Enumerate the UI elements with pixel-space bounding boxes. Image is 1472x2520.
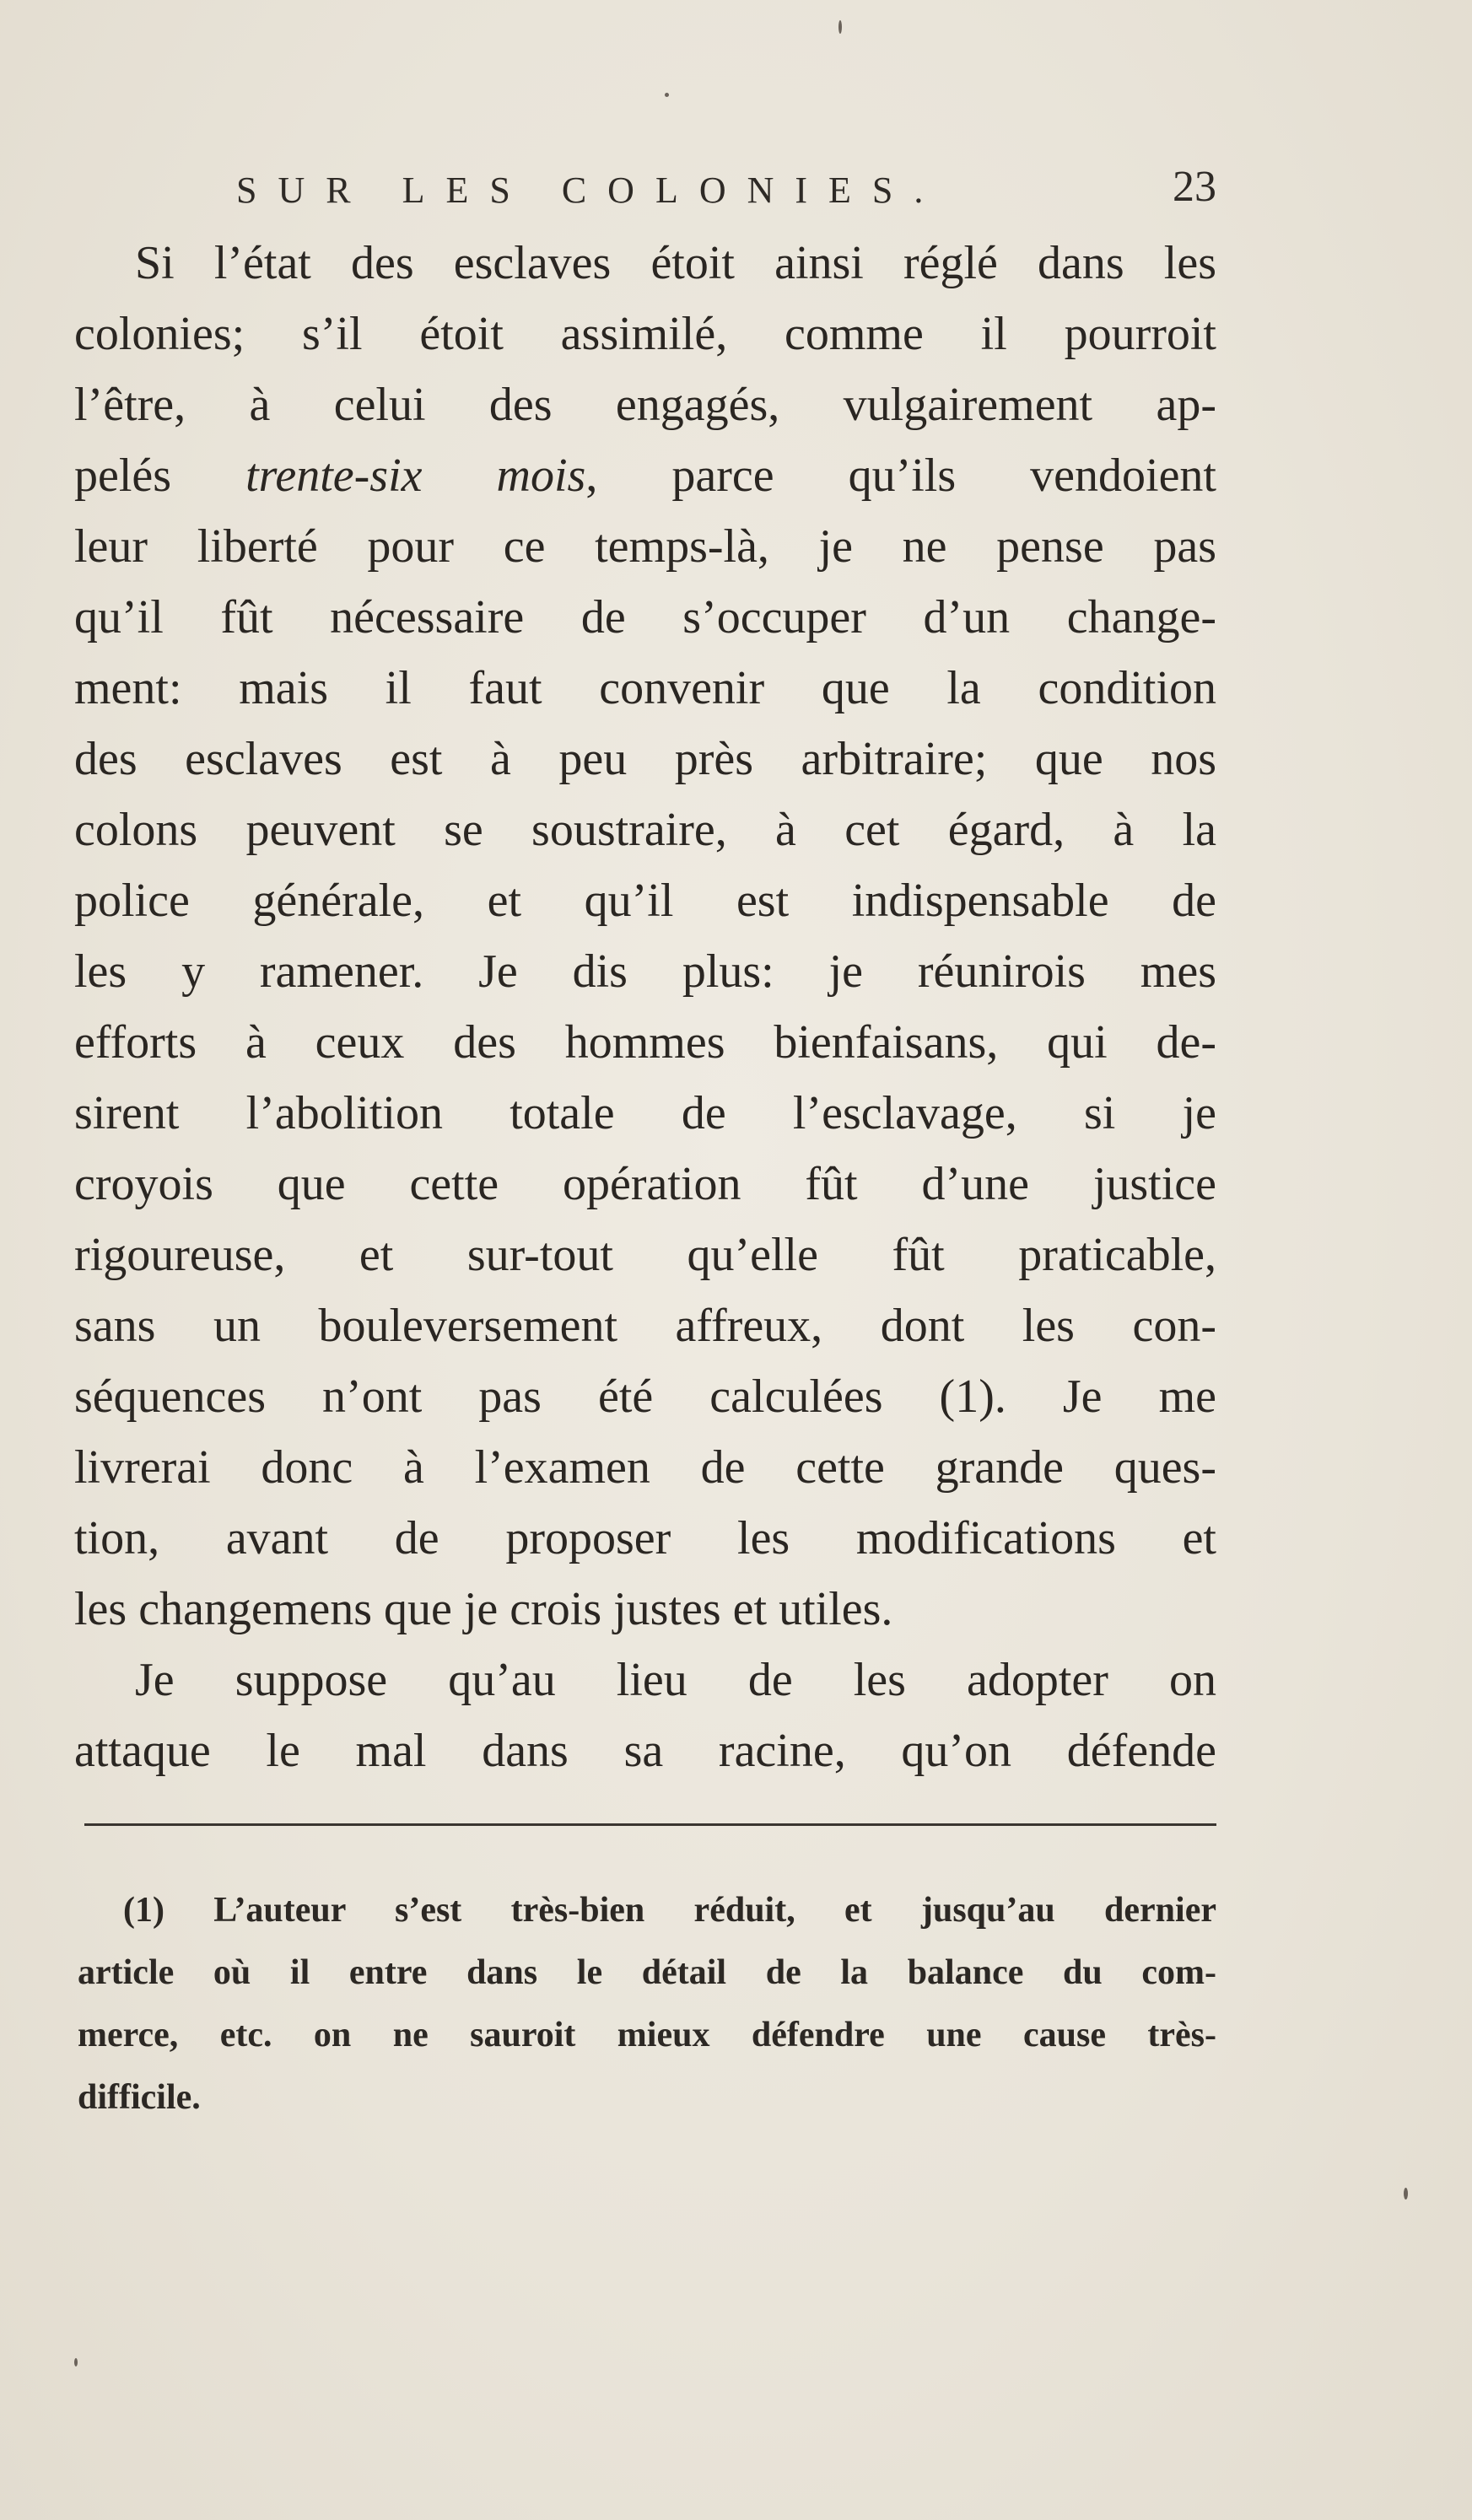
text-line: attaque le mal dans sa racine, qu’on défende <box>74 1725 1216 1777</box>
text-line: ment: mais il faut convenir que la condition <box>74 662 1216 714</box>
text-line: des esclaves est à peu près arbitraire; que nos <box>74 733 1216 785</box>
footnote-line: merce, etc. on ne sauroit mieux défendre une cause très- <box>78 2016 1216 2054</box>
text-fragment: , parce qu’ils vendoient <box>585 450 1216 502</box>
text-line: croyois que cette opération fût d’une justice <box>74 1158 1216 1210</box>
text-line: séquences n’ont pas été calculées (1). Je me <box>74 1370 1216 1423</box>
text-fragment: pelés <box>74 450 246 502</box>
page-header <box>228 162 1216 213</box>
footnote-line: (1) L’auteur s’est très-bien réduit, et jusqu’au dernier <box>123 1891 1216 1930</box>
text-line: qu’il fût nécessaire de s’occuper d’un change- <box>74 591 1216 643</box>
text-line: efforts à ceux des hommes bienfaisans, qui de- <box>74 1016 1216 1069</box>
text-line: leur liberté pour ce temps-là, je ne pense pas <box>74 520 1216 573</box>
page-number: 23 <box>1173 163 1216 211</box>
footnote <box>78 1879 1216 2129</box>
text-line: les changemens que je crois justes et utiles. <box>74 1583 893 1635</box>
text-line: rigoureuse, et sur-tout qu’elle fût praticable, <box>74 1229 1216 1281</box>
text-line: colonies; s’il étoit assimilé, comme il pourroit <box>74 308 1216 360</box>
paper-speck <box>838 20 842 34</box>
italic-phrase: trente-six mois <box>245 450 586 502</box>
running-head: SUR LES COLONIES. <box>236 170 945 211</box>
text-line: sirent l’abolition totale de l’esclavage, si je <box>74 1087 1216 1139</box>
text-line-with-italic <box>74 440 1216 511</box>
text-line: les y ramener. Je dis plus: je réunirois mes <box>74 945 1216 998</box>
paper-speck <box>74 2358 78 2367</box>
paper-speck <box>1404 2188 1408 2200</box>
text-line: colons peuvent se soustraire, à cet égard, à la <box>74 804 1216 856</box>
text-line: Je suppose qu’au lieu de les adopter on <box>135 1654 1216 1706</box>
footnote-rule <box>84 1823 1216 1826</box>
footnote-line: difficile. <box>78 2078 201 2117</box>
paper-speck <box>665 93 669 97</box>
text-line: sans un bouleversement affreux, dont les con- <box>74 1300 1216 1352</box>
text-line: Si l’état des esclaves étoit ainsi réglé dans les <box>135 237 1216 289</box>
text-line: livrerai donc à l’examen de cette grande ques- <box>74 1441 1216 1494</box>
text-line: l’être, à celui des engagés, vulgairement ap- <box>74 379 1216 431</box>
text-line: police générale, et qu’il est indispensable de <box>74 875 1216 927</box>
text-line: tion, avant de proposer les modifications et <box>74 1512 1216 1564</box>
body-text <box>74 228 1216 1786</box>
footnote-line: article où il entre dans le détail de la balance du com- <box>78 1953 1216 1992</box>
